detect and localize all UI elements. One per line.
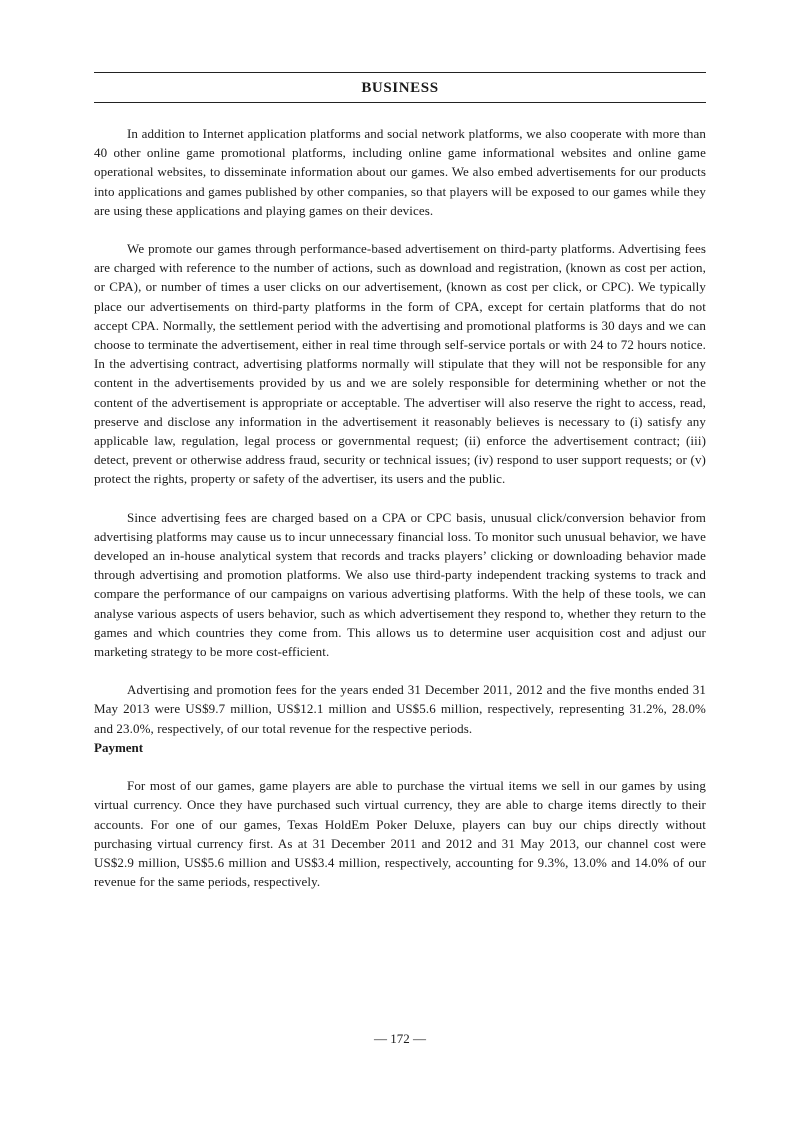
section-heading-payment: Payment	[94, 739, 144, 755]
paragraph-advertising-fees: Advertising and promotion fees for the years ended 31 December 2011, 2012 and the five months ended 31 May 2013 were US$9.7 million, US$12.1 million and US$5.6 million, respectively, representing 31.2%, 28.0% and 23.0%, respectively, of our total revenue for the respective periods.	[94, 682, 706, 736]
header-rule-top	[94, 72, 706, 73]
page-title: BUSINESS	[361, 80, 439, 96]
paragraph-performance-advertising: We promote our games through performance-based advertisement on third-party platforms. Advertising fees are charged with reference to the number of actions, such as download and registration, (known as cost per action, or CPA), or number of times a user clicks on our advertisement, (known as cost per click, or CPC). We typically place our advertisements on third-party platforms in the form of CPA, except for certain platforms that do not accept CPA. Normally, the settlement period with the advertising and promotional platforms is 30 days and we can choose to terminate the advertisement, either in real time through self-service portals or with 24 to 72 hours notice. In the advertising contract, advertising platforms normally will stipulate that they will not be responsible for any content in the advertisements provided by us and we are solely responsible for determining whether or not the content of the advertisement is appropriate or acceptable. The advertiser will also reserve the right to access, read, preserve and disclose any information in the advertisement it reasonably believes is necessary to (i) satisfy any applicable law, regulation, legal process or governmental request; (ii) enforce the advertisement contract; (iii) detect, prevent or otherwise address fraud, security or technical issues; (iv) respond to user support requests; or (v) protect the rights, property or safety of the advertiser, its users and the public.	[94, 241, 706, 487]
page-number: — 172 —	[374, 1031, 426, 1046]
paragraph-promotional-platforms: In addition to Internet application platforms and social network platforms, we also cooperate with more than 40 other online game promotional platforms, including online game informational websites and online game operational websites, to disseminate information about our games. We also embed advertisements for our products into applications and games published by other companies, so that players will be exposed to our games while they are using these applications and playing games on their devices.	[94, 126, 706, 218]
header-rule-bottom	[94, 102, 706, 103]
body-content	[94, 124, 706, 891]
paragraph-tracking-behavior: Since advertising fees are charged based on a CPA or CPC basis, unusual click/conversion behavior from advertising platforms may cause us to incur unnecessary financial loss. To monitor such unusual behavior, we have developed an in-house analytical system that records and tracks players’ clicking or downloading behavior made through advertising and promotion platforms. We also use third-party independent tracking systems to track and compare the performance of our campaigns on various advertising platforms. With the help of these tools, we can analyse various aspects of users behavior, such as which advertisement they respond to, whether they return to the games and which countries they come from. This allows us to determine user acquisition cost and adjust our marketing strategy to be more cost-efficient.	[94, 509, 706, 660]
paragraph-payment: For most of our games, game players are able to purchase the virtual items we sell in our games by using virtual currency. Once they have purchased such virtual currency, they are able to charge items directly to their accounts. For one of our games, Texas HoldEm Poker Deluxe, players can buy our chips directly without purchasing virtual currency first. As at 31 December 2011 and 2012 and 31 May 2013, our channel cost were US$2.9 million, US$5.6 million and US$3.4 million, respectively, accounting for 9.3%, 13.0% and 14.0% of our revenue for the same periods, respectively.	[94, 778, 706, 890]
